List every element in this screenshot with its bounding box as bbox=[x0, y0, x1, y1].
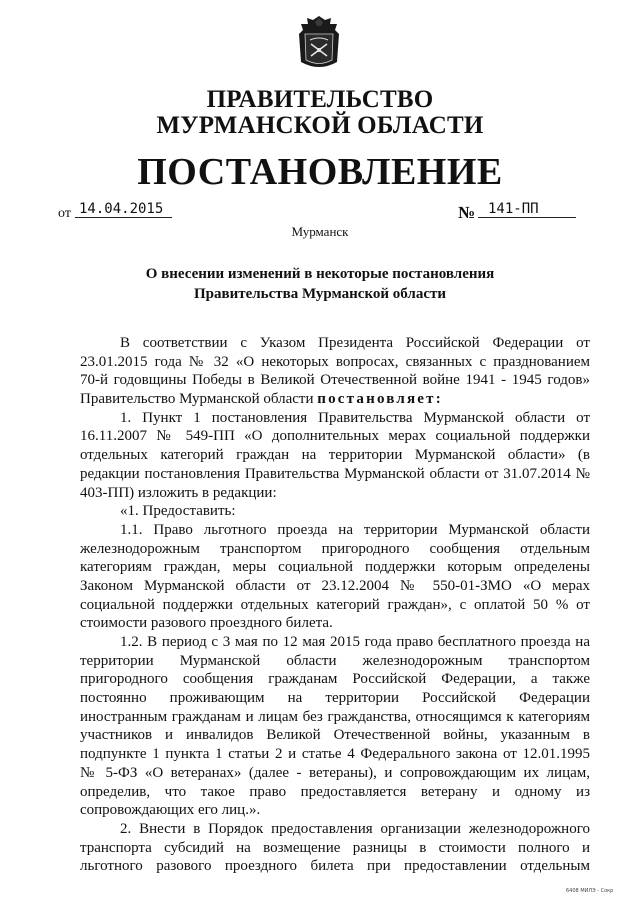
body-line: стоимости разового проездного билета. bbox=[80, 615, 333, 632]
body-line: 16.11.2007 № 549-ПП «О дополнительных мерах социальной поддержки bbox=[80, 428, 590, 445]
body-line: 1.1. Право льготного проезда на территории Мурманской области bbox=[120, 521, 590, 538]
document-body bbox=[80, 334, 590, 876]
subject-line2: Правительства Мурманской области bbox=[193, 286, 447, 302]
body-line: социальной поддержки отдельных категорий граждан», с оплатой 50 % от bbox=[80, 596, 590, 613]
document-number: 141-ПП bbox=[478, 201, 576, 218]
body-line: подпункте 1 пункта 1 статьи 2 и статье 4 Федерального закона от 12.01.1995 bbox=[80, 746, 590, 763]
body-line: иностранным гражданам и лицам без гражданства, относящимся к категориям bbox=[80, 708, 590, 725]
footer-mark: 6408 МИЛЭ - Сокр bbox=[566, 888, 614, 894]
body-line: льготного разового проездного билета при предоставлении отдельным bbox=[80, 858, 590, 875]
body-line: транспорта субсидий на возмещение разницы в стоимости полного и bbox=[80, 839, 590, 856]
government-title-line1: ПРАВИТЕЛЬСТВО bbox=[206, 86, 434, 113]
body-line bbox=[80, 390, 590, 409]
body-line: определив, что такое право предоставляется ветерану и одному из bbox=[80, 783, 590, 800]
body-line: 1. Пункт 1 постановления Правительства Мурманской области от bbox=[120, 409, 590, 426]
body-line: постоянно проживающим на территории Российской Федерации bbox=[80, 690, 590, 707]
body-line: территории Мурманской области железнодорожным транспортом bbox=[80, 652, 590, 669]
city: Мурманск bbox=[291, 224, 349, 239]
document-date: 14.04.2015 bbox=[75, 201, 172, 218]
body-line: 70-й годовщины Победы в Великой Отечественной войне 1941 - 1945 годов» bbox=[80, 372, 590, 389]
body-text: Правительство Мурманской области bbox=[80, 391, 318, 408]
body-line: 23.01.2015 года № 32 «О некоторых вопросах, связанных с празднованием bbox=[80, 353, 590, 370]
body-line: Законом Мурманской области от 23.12.2004 № 550-01-ЗМО «О мерах bbox=[80, 577, 590, 594]
body-line: железнодорожным транспортом пригородного сообщения отдельным bbox=[80, 540, 590, 557]
body-line: В соответствии с Указом Президента Российской Федерации от bbox=[120, 335, 590, 351]
body-line: редакции постановления Правительства Мурманской области от 31.07.2014 № bbox=[80, 465, 590, 482]
body-line: 403-ПП) изложить в редакции: bbox=[80, 484, 277, 501]
coat-of-arms-icon bbox=[295, 14, 343, 72]
body-line: отдельных категорий граждан на территории Мурманской области» (в bbox=[80, 447, 590, 464]
body-line: 1.2. В период с 3 мая по 12 мая 2015 года право бесплатного проезда на bbox=[120, 634, 590, 650]
document-type: ПОСТАНОВЛЕНИЕ bbox=[137, 151, 503, 193]
body-line: № 5-ФЗ «О ветеранах» (далее - ветераны), и сопровождающим их лицам, bbox=[80, 764, 590, 781]
body-line: участников и инвалидов Великой Отечественной войны, указанным в bbox=[80, 727, 590, 744]
government-title-line2: МУРМАНСКОЙ ОБЛАСТИ bbox=[156, 112, 484, 139]
date-prefix: от bbox=[58, 206, 71, 221]
body-line: пригородного сообщения гражданам Российской Федерации, а также bbox=[80, 671, 590, 688]
body-line: «1. Предоставить: bbox=[120, 503, 236, 520]
number-prefix: № bbox=[458, 203, 476, 222]
body-line: сопровождающих его лиц.». bbox=[80, 802, 261, 819]
body-emphasis: постановляет: bbox=[317, 391, 443, 408]
body-line: категориям граждан, меры социальной поддержки которым определены bbox=[80, 559, 590, 576]
subject-line1: О внесении изменений в некоторые постановления bbox=[145, 266, 495, 282]
body-line: 2. Внести в Порядок предоставления организации железнодорожного bbox=[120, 820, 590, 837]
